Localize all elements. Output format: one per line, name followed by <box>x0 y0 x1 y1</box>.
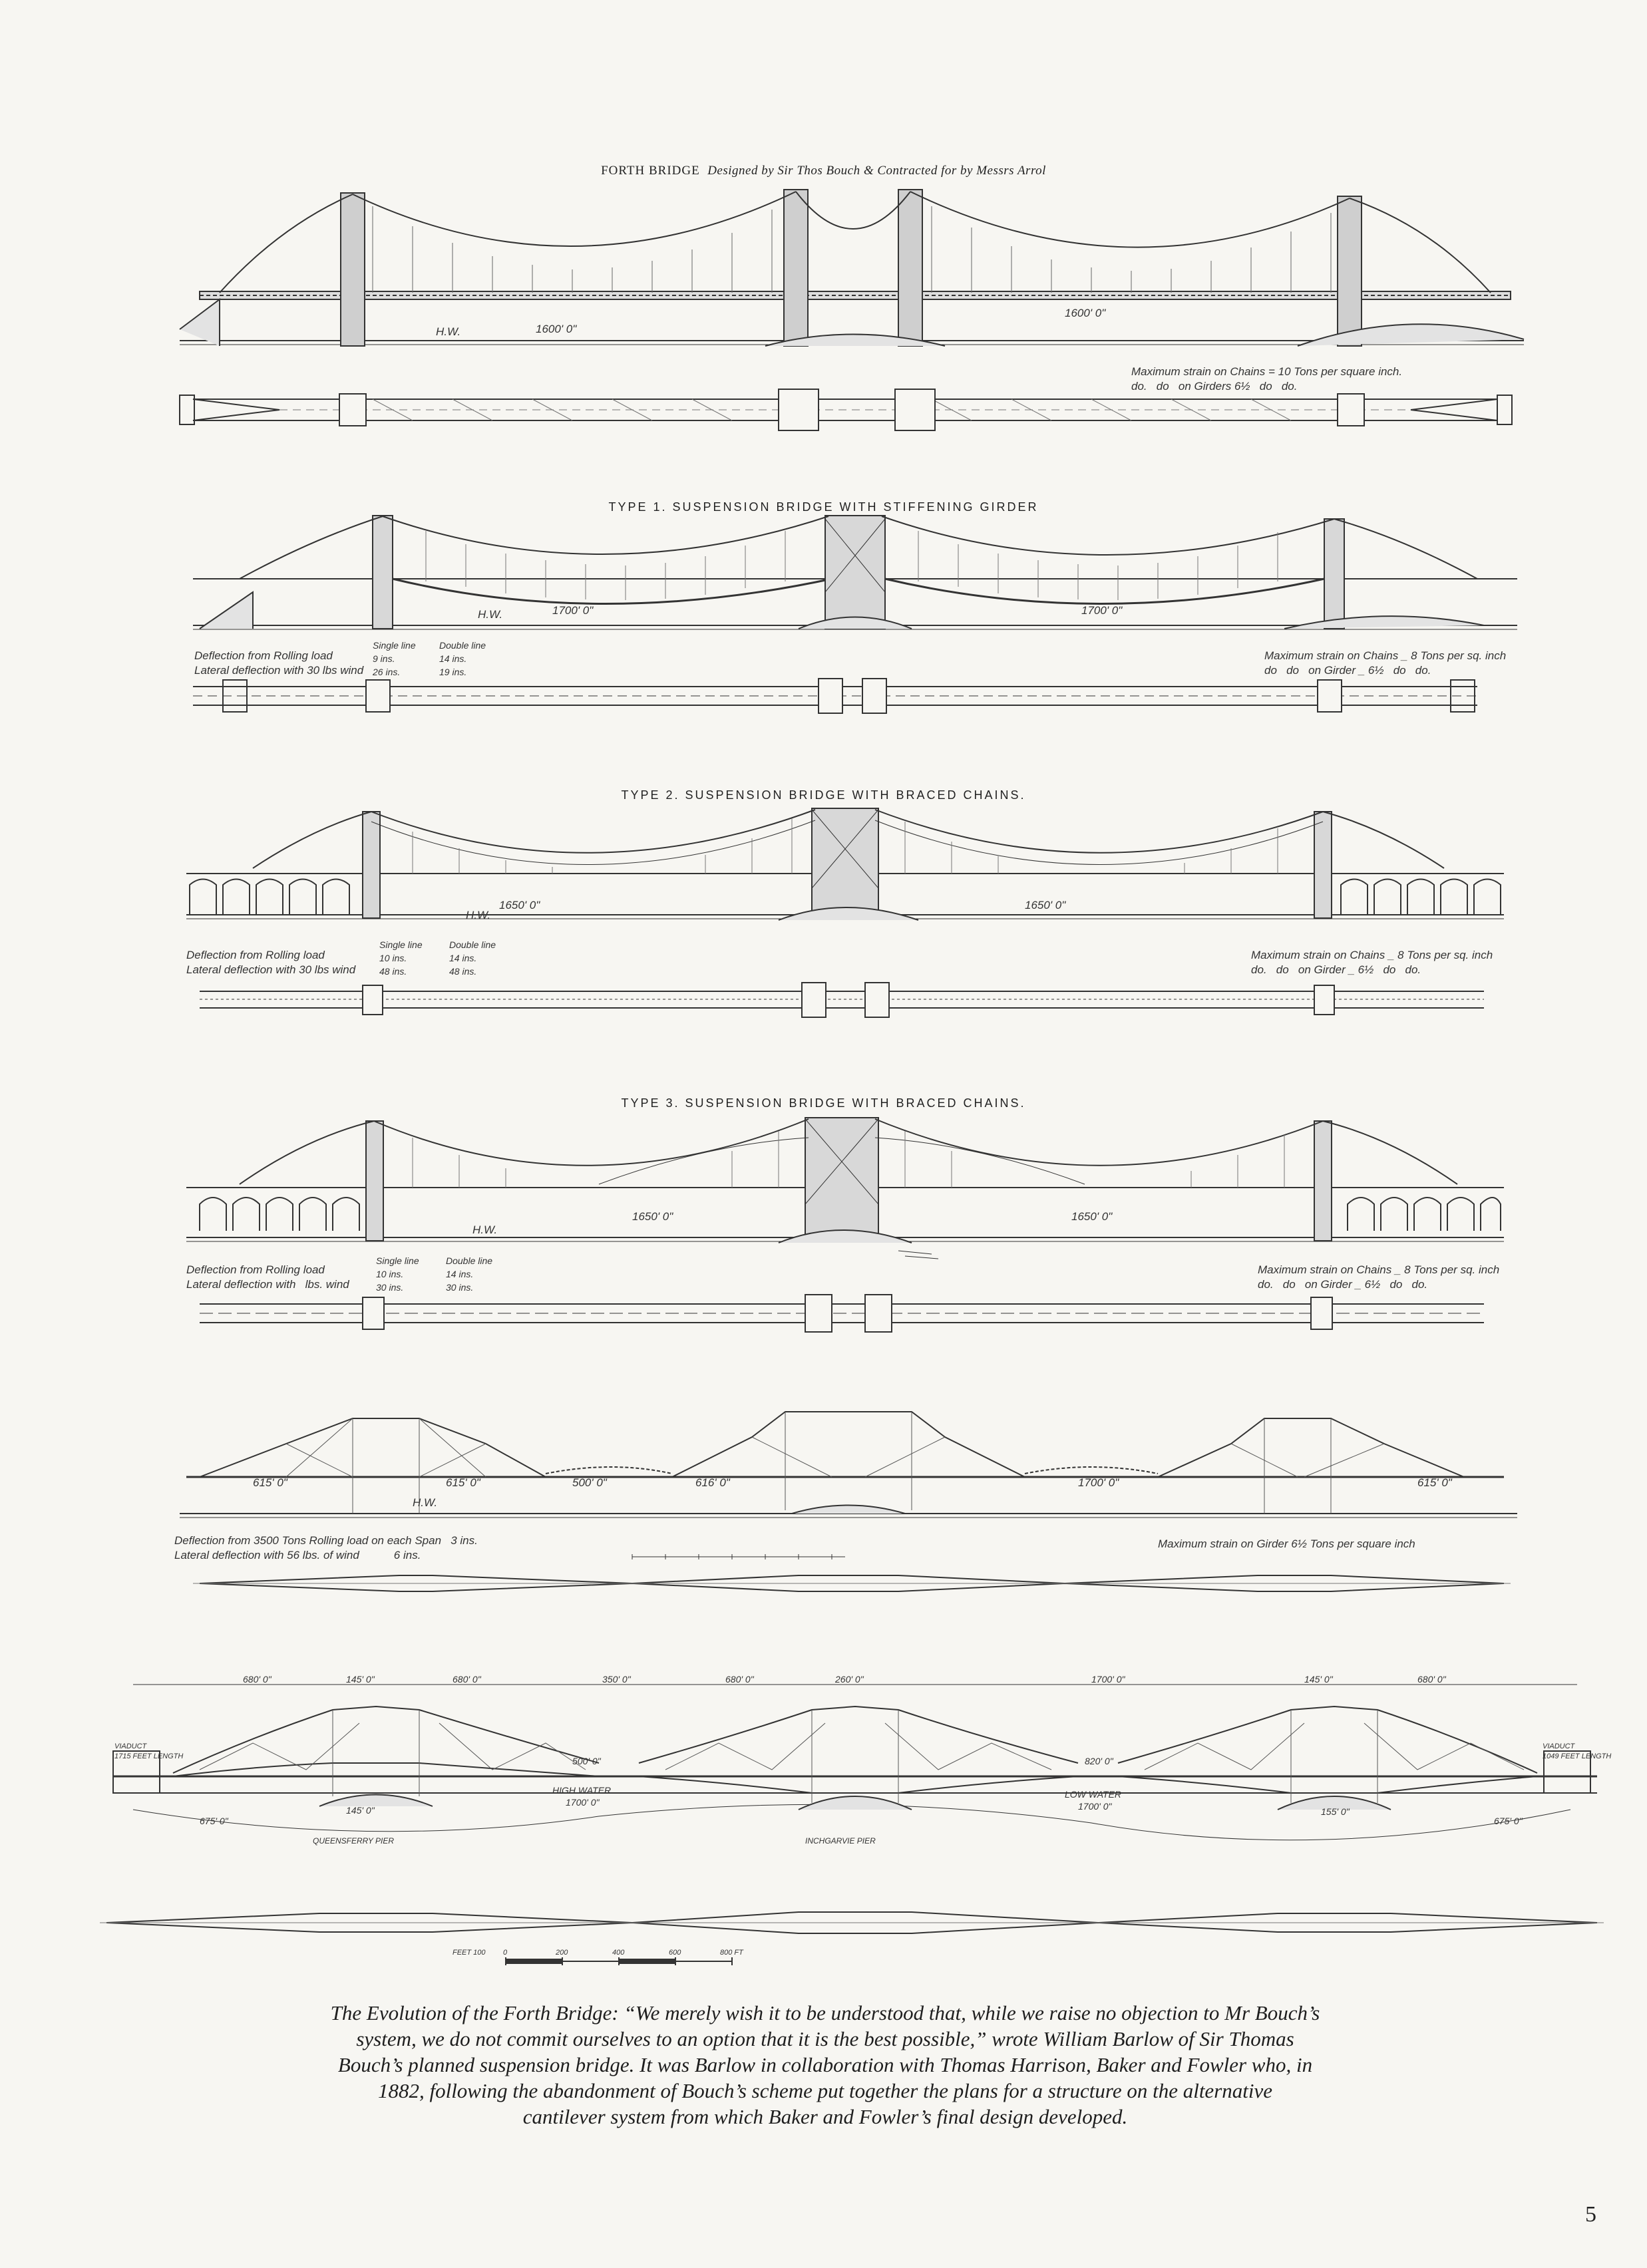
panel1-double-head: Double line <box>439 640 486 651</box>
panel1-single-head: Single line <box>373 640 416 651</box>
panel5-high-water: HIGH WATER <box>552 1785 612 1796</box>
panel1-double-v2: 19 ins. <box>439 667 467 677</box>
panel4-dim-3: 500' 0" <box>572 1476 607 1489</box>
panel1-dim-left: 1700' 0" <box>552 604 594 617</box>
panel2-single-head: Single line <box>379 939 423 950</box>
panel4-note-b: Lateral deflection with 56 lbs. of wind 6 ins. <box>174 1549 421 1561</box>
panel3-right-notes <box>1258 1263 1499 1292</box>
panel1-double-v1: 14 ins. <box>439 653 467 664</box>
panel3-title: TYPE 3. SUSPENSION BRIDGE WITH BRACED CHAINS. <box>621 1096 1026 1110</box>
panel1-single-v2: 26 ins. <box>373 667 401 677</box>
panel5-top-dim-4: 350' 0" <box>602 1674 631 1685</box>
caption-line: The Evolution of the Forth Bridge: “We merely wish it to be understood that, while we raise no objection to Mr Bouch’s <box>330 2001 1320 2025</box>
panel4-dim-4: 616' 0" <box>695 1476 730 1489</box>
panel1-double <box>439 639 486 679</box>
figure-caption <box>200 2000 1451 2130</box>
caption-line: Bouch’s planned suspension bridge. It was Barlow in collaboration with Thomas Harrison, Baker and Fowler who, in <box>337 2053 1313 2076</box>
panel3-single <box>376 1254 419 1294</box>
panel5-mid-dim-1: 500' 0" <box>572 1756 601 1766</box>
panel5-top-dim-2: 145' 0" <box>346 1674 375 1685</box>
panel5-base-dim-1: 675' 0" <box>200 1816 228 1826</box>
panel2-double <box>449 938 496 978</box>
caption-line: system, we do not commit ourselves to an option that it is the best possible,” wrote William Barlow of Sir Thomas <box>356 2027 1294 2050</box>
panel3-double-v1: 14 ins. <box>446 1269 474 1279</box>
panel0-dim-left: 1600' 0" <box>536 323 577 335</box>
panel2-left-notes <box>186 948 355 977</box>
panel2-right-notes <box>1251 948 1493 977</box>
panel2-dim-left: 1650' 0" <box>499 899 540 911</box>
panel5-viaduct-left-length: 1715 FEET LENGTH <box>114 1752 184 1760</box>
panel4-left-notes <box>174 1534 478 1563</box>
panel3-single-v1: 10 ins. <box>376 1269 404 1279</box>
panel5-pier-inchgarvie: INCHGARVIE PIER <box>805 1836 876 1846</box>
panel4-elevation <box>0 1404 1647 1617</box>
panel1-dim-right: 1700' 0" <box>1081 604 1123 617</box>
panel5-base-dim-3: 155' 0" <box>1321 1806 1350 1817</box>
panel1-note-b: Lateral deflection with 30 lbs wind <box>194 664 364 677</box>
panel4-dim-6: 615' 0" <box>1417 1476 1452 1489</box>
panel3-single-head: Single line <box>376 1255 419 1266</box>
panel5-viaduct-right-title: VIADUCT <box>1543 1742 1575 1750</box>
panel0-water: H.W. <box>436 325 461 338</box>
panel2-elevation <box>0 802 1647 1028</box>
panel2-double-v1: 14 ins. <box>449 953 477 963</box>
panel4-dim-5: 1700' 0" <box>1078 1476 1119 1489</box>
panel0-note-1: Maximum strain on Chains = 10 Tons per square inch. <box>1131 365 1403 378</box>
panel1-single <box>373 639 416 679</box>
panel1-rnote-a: Maximum strain on Chains _ 8 Tons per sq. inch <box>1264 649 1507 662</box>
panel3-rnote-b: do. do on Girder _ 6½ do do. <box>1258 1278 1428 1291</box>
panel1-right-notes <box>1264 649 1506 678</box>
panel3-rnote-a: Maximum strain on Chains _ 8 Tons per sq. inch <box>1258 1263 1500 1276</box>
panel2-rnote-b: do. do on Girder _ 6½ do do. <box>1251 963 1421 976</box>
page-number: 5 <box>1585 2202 1596 2227</box>
panel2-title: TYPE 2. SUSPENSION BRIDGE WITH BRACED CHAINS. <box>621 788 1026 802</box>
panel0-title <box>0 164 1647 178</box>
panel1-single-v1: 9 ins. <box>373 653 395 664</box>
panel5-water-dim-2: 1700' 0" <box>1078 1801 1112 1812</box>
panel2-dim-right: 1650' 0" <box>1025 899 1066 911</box>
scale-label-5: 800 FT <box>720 1949 743 1957</box>
panel3-elevation <box>0 1111 1647 1351</box>
panel3-dim-right: 1650' 0" <box>1071 1210 1113 1223</box>
scale-label-4: 600 <box>669 1949 681 1957</box>
panel5-top-dim-8: 145' 0" <box>1304 1674 1333 1685</box>
panel2-note-a: Deflection from Rolling load <box>186 949 325 961</box>
caption-line: 1882, following the abandonment of Bouch’s scheme put together the plans for a structure on the alternative <box>377 2079 1273 2102</box>
panel0-elevation <box>0 186 1647 479</box>
panel1-rnote-b: do do on Girder _ 6½ do do. <box>1264 664 1431 677</box>
caption-line: cantilever system from which Baker and Fowler’s final design developed. <box>522 2105 1128 2128</box>
panel2-note-b: Lateral deflection with 30 lbs wind <box>186 963 356 976</box>
panel5-top-dim-1: 680' 0" <box>243 1674 272 1685</box>
panel5-low-water: LOW WATER <box>1065 1789 1122 1800</box>
panel5-viaduct-left-title: VIADUCT <box>114 1742 147 1750</box>
panel5-mid-dim-2: 820' 0" <box>1085 1756 1113 1766</box>
panel3-note-b: Lateral deflection with lbs. wind <box>186 1278 349 1291</box>
panel3-double <box>446 1254 492 1294</box>
panel4-right-note: Maximum strain on Girder 6½ Tons per square inch <box>1158 1538 1415 1550</box>
panel2-single-v2: 48 ins. <box>379 966 407 977</box>
scale-label-3: 400 <box>612 1949 625 1957</box>
panel2-rnote-a: Maximum strain on Chains _ 8 Tons per sq. inch <box>1251 949 1493 961</box>
panel5-elevation <box>0 1677 1647 1943</box>
panel5-viaduct-left <box>114 1742 183 1762</box>
panel0-title-text: FORTH BRIDGE <box>601 164 700 178</box>
panel2-water: H.W. <box>466 909 491 921</box>
panel2-double-v2: 48 ins. <box>449 966 477 977</box>
panel5-top-dim-6: 260' 0" <box>835 1674 864 1685</box>
panel3-note-a: Deflection from Rolling load <box>186 1263 325 1276</box>
panel3-dim-left: 1650' 0" <box>632 1210 673 1223</box>
panel4-dim-1: 615' 0" <box>253 1476 287 1489</box>
panel1-water: H.W. <box>478 608 503 621</box>
panel2-double-head: Double line <box>449 939 496 950</box>
panel2-single-v1: 10 ins. <box>379 953 407 963</box>
panel0-right-notes <box>1131 365 1402 394</box>
panel4-note-a: Deflection from 3500 Tons Rolling load on each Span 3 ins. <box>174 1534 478 1547</box>
panel2-single <box>379 938 423 978</box>
panel0-note-2: do. do on Girders 6½ do do. <box>1131 380 1298 393</box>
panel5-top-dim-9: 680' 0" <box>1417 1674 1446 1685</box>
panel3-double-head: Double line <box>446 1255 493 1266</box>
panel0-subtitle: Designed by Sir Thos Bouch & Contracted for by Messrs Arrol <box>707 164 1046 178</box>
panel1-note-a: Deflection from Rolling load <box>194 649 333 662</box>
scale-label-0: FEET 100 <box>453 1949 486 1957</box>
panel3-double-v2: 30 ins. <box>446 1282 474 1293</box>
panel5-viaduct-right <box>1543 1742 1611 1762</box>
panel5-scale-bar <box>0 1952 1647 1972</box>
panel5-top-dim-5: 680' 0" <box>725 1674 754 1685</box>
scale-label-2: 200 <box>556 1949 568 1957</box>
panel1-elevation <box>0 512 1647 738</box>
panel5-base-dim-2: 145' 0" <box>346 1805 375 1816</box>
panel3-single-v2: 30 ins. <box>376 1282 404 1293</box>
panel5-base-dim-4: 675' 0" <box>1494 1816 1523 1826</box>
panel3-left-notes <box>186 1263 349 1292</box>
panel4-dim-2: 615' 0" <box>446 1476 480 1489</box>
panel1-left-notes <box>194 649 363 678</box>
panel4-water: H.W. <box>413 1496 438 1509</box>
panel5-viaduct-right-length: 1049 FEET LENGTH <box>1543 1752 1612 1760</box>
panel3-water: H.W. <box>472 1223 498 1236</box>
panel5-pier-queensferry: QUEENSFERRY PIER <box>313 1836 395 1846</box>
panel5-water-dim-1: 1700' 0" <box>566 1797 600 1808</box>
panel0-dim-right: 1600' 0" <box>1065 307 1106 319</box>
panel5-top-dim-3: 680' 0" <box>453 1674 481 1685</box>
panel1-title: TYPE 1. SUSPENSION BRIDGE WITH STIFFENING GIRDER <box>608 500 1039 514</box>
panel5-top-dim-7: 1700' 0" <box>1091 1674 1125 1685</box>
scale-label-1: 0 <box>503 1949 508 1957</box>
